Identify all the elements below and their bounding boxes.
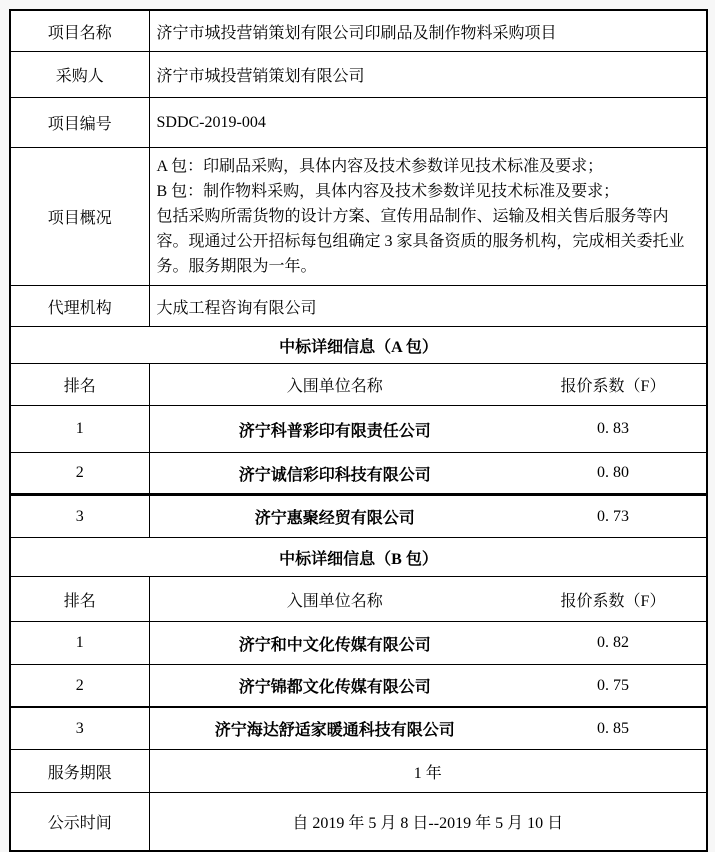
row-project-number bbox=[10, 98, 707, 148]
package-a-row-2 bbox=[10, 453, 707, 495]
package-a-company-header: 入围单位名称 bbox=[149, 364, 520, 406]
package-a-rank-3: 3 bbox=[10, 495, 149, 538]
package-a-factor-1: 0. 83 bbox=[520, 406, 707, 453]
project-overview-value bbox=[149, 148, 707, 286]
project-overview-label: 项目概况 bbox=[10, 148, 149, 286]
package-b-company-3: 济宁海达舒适家暖通科技有限公司 bbox=[149, 707, 520, 750]
package-b-company-header: 入围单位名称 bbox=[149, 577, 520, 622]
row-purchaser bbox=[10, 52, 707, 98]
package-b-rank-3: 3 bbox=[10, 707, 149, 750]
package-a-rank-1: 1 bbox=[10, 406, 149, 453]
purchaser-label: 采购人 bbox=[10, 52, 149, 98]
package-a-company-3: 济宁惠聚经贸有限公司 bbox=[149, 495, 520, 538]
package-b-company-1: 济宁和中文化传媒有限公司 bbox=[149, 622, 520, 665]
service-period-value: 1 年 bbox=[149, 750, 707, 793]
package-a-title: 中标详细信息（A 包） bbox=[10, 327, 707, 364]
package-a-rank-header: 排名 bbox=[10, 364, 149, 406]
package-a-company-2: 济宁诚信彩印科技有限公司 bbox=[149, 453, 520, 495]
service-period-label: 服务期限 bbox=[10, 750, 149, 793]
project-name-label: 项目名称 bbox=[10, 10, 149, 52]
package-b-factor-2: 0. 75 bbox=[520, 665, 707, 708]
package-a-factor-3: 0. 73 bbox=[520, 495, 707, 538]
package-a-row-1 bbox=[10, 406, 707, 453]
package-a-company-1: 济宁科普彩印有限责任公司 bbox=[149, 406, 520, 453]
overview-line-a: A 包：印刷品采购，具体内容及技术参数详见技术标准及要求； bbox=[156, 158, 604, 175]
project-name-value: 济宁市城投营销策划有限公司印刷品及制作物料采购项目 bbox=[149, 10, 707, 52]
row-project-overview bbox=[10, 148, 707, 286]
row-package-a-title bbox=[10, 327, 707, 364]
package-b-rank-2: 2 bbox=[10, 665, 149, 708]
row-package-a-headers bbox=[10, 364, 707, 406]
agency-value: 大成工程咨询有限公司 bbox=[149, 286, 707, 327]
package-b-company-2: 济宁锦都文化传媒有限公司 bbox=[149, 665, 520, 708]
agency-label: 代理机构 bbox=[10, 286, 149, 327]
package-b-factor-header: 报价系数（F） bbox=[520, 577, 707, 622]
package-a-row-3 bbox=[10, 495, 707, 538]
package-a-factor-header: 报价系数（F） bbox=[520, 364, 707, 406]
package-a-rank-2: 2 bbox=[10, 453, 149, 495]
row-publicity-time bbox=[10, 793, 707, 852]
publicity-time-value: 自 2019 年 5 月 8 日--2019 年 5 月 10 日 bbox=[149, 793, 707, 852]
row-agency bbox=[10, 286, 707, 327]
row-package-b-title bbox=[10, 538, 707, 577]
procurement-announcement-table bbox=[9, 9, 708, 852]
package-a-factor-2: 0. 80 bbox=[520, 453, 707, 495]
package-b-row-1 bbox=[10, 622, 707, 665]
row-project-name bbox=[10, 10, 707, 52]
row-service-period bbox=[10, 750, 707, 793]
package-b-row-2 bbox=[10, 665, 707, 708]
row-package-b-headers bbox=[10, 577, 707, 622]
publicity-time-label: 公示时间 bbox=[10, 793, 149, 852]
package-b-row-3 bbox=[10, 707, 707, 750]
project-number-label: 项目编号 bbox=[10, 98, 149, 148]
package-b-title: 中标详细信息（B 包） bbox=[10, 538, 707, 577]
overview-line-b: B 包：制作物料采购，具体内容及技术参数详见技术标准及要求； bbox=[156, 183, 620, 200]
package-b-rank-header: 排名 bbox=[10, 577, 149, 622]
overview-line-detail: 包括采购所需货物的设计方案、宣传用品制作、运输及相关售后服务等内容。现通过公开招标每包组确定 3 家具备资质的服务机构，完成相关委托业务。服务期限为一年。 bbox=[156, 208, 685, 275]
purchaser-value: 济宁市城投营销策划有限公司 bbox=[149, 52, 707, 98]
project-number-value: SDDC-2019-004 bbox=[149, 98, 707, 148]
package-b-factor-1: 0. 82 bbox=[520, 622, 707, 665]
package-b-factor-3: 0. 85 bbox=[520, 707, 707, 750]
package-b-rank-1: 1 bbox=[10, 622, 149, 665]
